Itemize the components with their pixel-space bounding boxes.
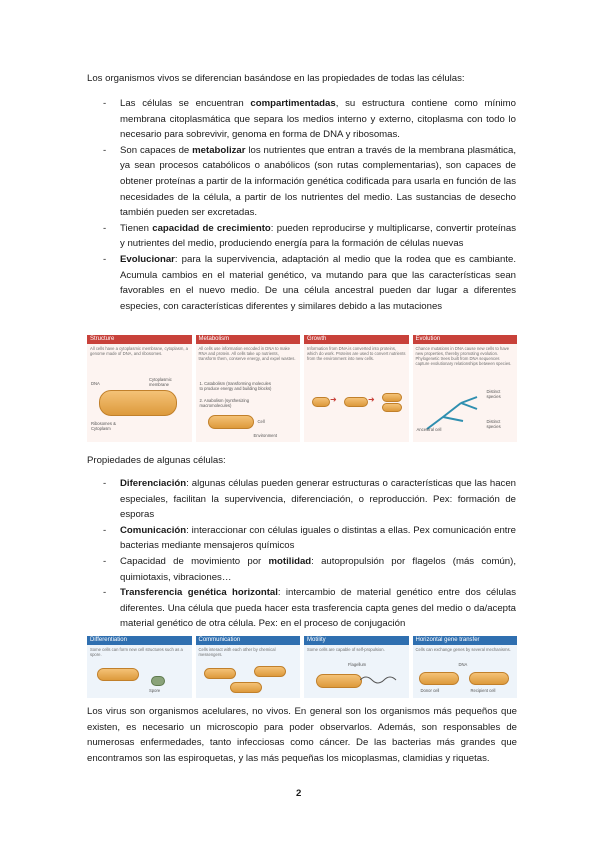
list-item: - Son capaces de metabolizar los nutrientes que entran a través de la membrana plasmática, ya sean procesos catabólicos o anabólicos (son rutas complementarias), son capaces de obtener proteínas a partir de la información genética codificada para usarla en función de las necesidades de la célula, a partir de los nutrientes del medio. Las sustancias de desecho también pueden ser excretadas.	[103, 144, 516, 219]
figure-panel-horizontal-gene-transfer: Horizontal gene transfer Cells can exchange genes by several mechanisms. DNA Donor cell Recipient cell	[413, 636, 518, 698]
intro-paragraph: Los organismos vivos se diferencian basándose en las propiedades de todas las células:	[87, 73, 465, 84]
cell-illustration	[254, 666, 286, 677]
cell-illustration	[312, 397, 330, 407]
list-item: - Las células se encuentran compartimentadas, su estructura contiene como mínimo membrana citoplasmática que separa los medios interno y externo, citoplasma con todo lo necesario para sobrevivir, genoma en forma de DNA y ribosomas.	[103, 98, 516, 141]
figure-panel-structure: Structure All cells have a cytoplasmic membrane, cytoplasm, a genome made of DNA, and ribosomes. DNA Cytoplasmic membrane Ribosomes & Cytoplasm	[87, 335, 192, 442]
figure-cell-properties	[87, 335, 517, 442]
arrow-right-icon: ➜	[330, 395, 337, 404]
list-item: - Evolucionar: para la supervivencia, adaptación al medio que la rodea que es cambiante. Acumula cambios en el material genético, va mutando para que las características sean favorables en el nuevo medio. De una célula ancestral pueden dar lugar a diferentes especies, con características diferentes y similares debido a las mutaciones	[103, 253, 516, 312]
cell-illustration	[382, 393, 402, 402]
page-number: 2	[296, 788, 302, 799]
list-item: - Capacidad de movimiento por motilidad: autopropulsión por flagelos (más común), quimiotaxis, vibraciones…	[103, 555, 517, 583]
section-lead: Propiedades de algunas células:	[87, 455, 226, 466]
cell-illustration	[204, 668, 236, 679]
figure-panel-communication: Communication Cells interact with each other by chemical messengers.	[196, 636, 301, 698]
cell-illustration	[382, 403, 402, 412]
list-item: - Diferenciación: algunas células pueden generar estructuras o características que las hacen especiales, facilitan la supervivencia, diferenciación, o reproducción. Pex: formación de esporas	[103, 478, 516, 521]
figure-panel-growth: Growth Information from DNA is converted into proteins, which do work. Proteins are used to convert nutrients from the environment into new cells. ➜ ➜	[304, 335, 409, 442]
figure-panel-motility: Motility Some cells are capable of self-propulsion. Flagellum	[304, 636, 409, 698]
cell-illustration	[208, 415, 254, 429]
closing-paragraph: Los virus son organismos acelulares, no vivos. En general son los organismos más pequeños que existen, es necesario un microscopio para poder observarlos. Además, son responsables de numerosas enfermedades, tanto infecciosas como cáncer. De las bacterias más grandes que encontramos son las espiroquetas, y las más pequeñas los micoplasmas, clamidias y riquetas.	[87, 706, 517, 764]
list-item: - Tienen capacidad de crecimiento: pueden reproducirse y multiplicarse, convertir proteínas y nutrientes del medio, produciendo energía para la formación de células nuevas	[103, 222, 517, 250]
cell-illustration	[99, 390, 177, 416]
flagellum-illustration	[360, 674, 400, 688]
cell-illustration	[344, 397, 368, 407]
cell-illustration	[316, 674, 362, 688]
spore-illustration	[151, 676, 165, 686]
figure-panel-evolution: Evolution Chance mutations in DNA cause new cells to have new properties, thereby promoting evolution. Phylogenetic trees built from DNA sequences capture evolutionary relationships between species. Distinct species Ancestral cell Distinct species	[413, 335, 518, 442]
cell-illustration	[419, 672, 459, 685]
list-item: - Transferencia genética horizontal: intercambio de material genético entre dos células diferentes. Una célula que pueda hacer esta trasferencia capta genes del medio o da/acepta material genético de otra célula. Pex: en el proceso de conjugación	[103, 587, 516, 630]
figure-panel-differentiation: Differentiation Some cells can form new cell structures such as a spore. Spore	[87, 636, 192, 698]
figure-panel-metabolism: Metabolism All cells use information encoded in DNA to make RNA and protein. All cells take up nutrients, transform them, conserve energy, and expel wastes. 1. Catabolism (transforming molecules to produce energy and building blocks) 2. Anabolism (synthesizing macromolecules) Cell Environment	[196, 335, 301, 442]
list-item: - Comunicación: interaccionar con células iguales o distintas a ellas. Pex comunicación entre bacterias mediante mensajeros químicos	[103, 524, 516, 552]
properties-list-1	[103, 96, 516, 314]
cell-illustration	[97, 668, 139, 681]
arrow-right-icon: ➜	[368, 395, 375, 404]
properties-list-2	[103, 476, 516, 632]
cell-illustration	[230, 682, 262, 693]
cell-illustration	[469, 672, 509, 685]
figure-cell-abilities	[87, 636, 517, 698]
